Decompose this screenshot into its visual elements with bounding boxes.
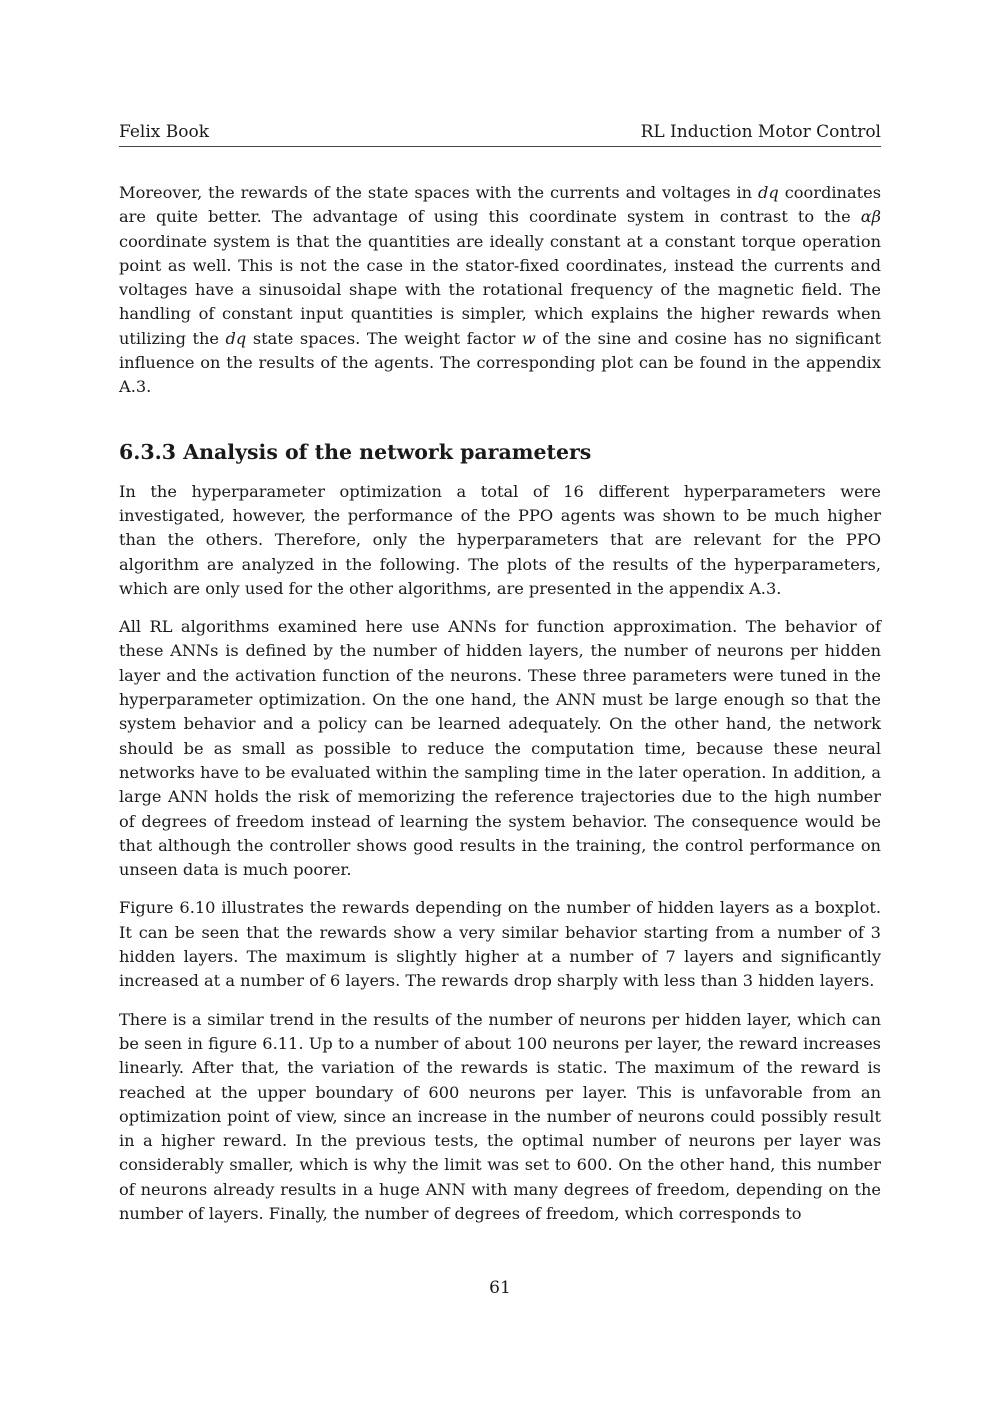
running-header — [119, 120, 881, 147]
section-heading: 6.3.3 Analysis of the network parameters — [119, 439, 592, 464]
paragraph-intro: Moreover, the rewards of the state spaces with the currents and voltages in dq coordinates are quite better. The advantage of using this coordinate system in contrast to the αβ coordinate system is that the quantities are ideally constant at a constant torque operation point as well. This is not the case in the stator-fixed coordinates, instead the currents and voltages have a sinusoidal shape with the rotational frequency of the magnetic field. The handling of constant input quantities is simpler, which explains the higher rewards when utilizing the dq state spaces. The weight factor w of the sine and cosine has no significant influence on the results of the agents. The corresponding plot can be found in the appendix A.3. — [119, 183, 882, 397]
math-w: w — [521, 328, 536, 348]
header-title: RL Induction Motor Control — [640, 122, 881, 142]
header-author: Felix Book — [119, 122, 210, 142]
math-dq: dq — [758, 183, 779, 202]
math-dq: dq — [225, 328, 247, 348]
paragraph: All RL algorithms examined here use ANNs for function approximation. The behavior of these ANNs is defined by the number of hidden layers, the number of neurons per hidden layer and the activation function of the neurons. These three parameters were tuned in the hyperparameter optimization. On the one hand, the ANN must be large enough so that the system behavior and a policy can be learned adequately. On the other hand, the network should be as small as possible to reduce the computation time, because these neural networks have to be evaluated within the sampling time in the later operation. In addition, a large ANN holds the risk of memorizing the reference trajectories due to the high number of degrees of freedom instead of learning the system behavior. The consequence would be that although the controller shows good results in the training, the control performance on unseen data is much poorer. — [119, 617, 881, 880]
body-text — [119, 181, 881, 1226]
paragraph: There is a similar trend in the results of the number of neurons per hidden layer, which can be seen in figure 6.11. Up to a number of about 100 neurons per layer, the reward increases linearly. After that, the variation of the rewards is static. The maximum of the reward is reached at the upper boundary of 600 neurons per layer. This is unfavorable from an optimization point of view, since an increase in the number of neurons could possibly result in a higher reward. In the previous tests, the optimal number of neurons per layer was considerably smaller, which is why the limit was set to 600. On the other hand, this number of neurons already results in a huge ANN with many degrees of freedom, depending on the number of layers. Finally, the number of degrees of freedom, which corresponds to — [119, 1009, 881, 1223]
math-alpha-beta: αβ — [860, 207, 881, 227]
paragraph: In the hyperparameter optimization a total of 16 different hyperparameters were investigated, however, the performance of the PPO agents was shown to be much higher than the others. Therefore, only the hyperparameters that are relevant for the PPO algorithm are analyzed in the following. The plots of the results of the hyperparameters, which are only used for the other algorithms, are presented in the appendix A.3. — [119, 481, 881, 598]
paragraph: Figure 6.10 illustrates the rewards depending on the number of hidden layers as a boxplot. It can be seen that the rewards show a very similar behavior starting from a number of 3 hidden layers. The maximum is slightly higher at a number of 7 layers and significantly increased at a number of 6 layers. The rewards drop sharply with less than 3 hidden layers. — [119, 898, 881, 991]
page-number: 61 — [489, 1278, 511, 1298]
